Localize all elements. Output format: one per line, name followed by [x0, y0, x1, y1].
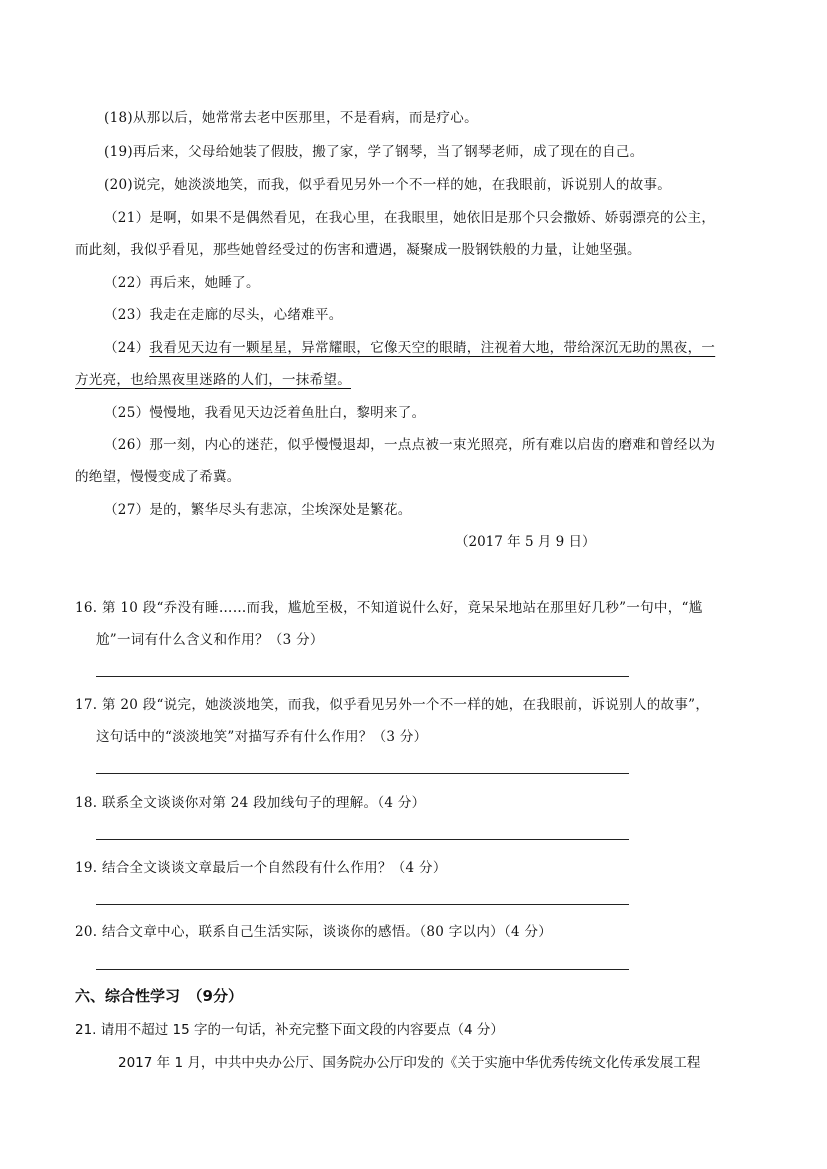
- article-date: （2017 年 5 月 9 日）: [455, 534, 596, 550]
- question-17-line1: 17. 第 20 段“说完，她淡淡地笑，而我，似乎看见另外一个不一样的她，在我眼前，诉说别人的故事”，: [75, 697, 710, 713]
- paragraph-24-line1: [104, 336, 715, 356]
- paragraph-21-line1: （21）是啊，如果不是偶然看见，在我心里，在我眼里，她依旧是那个只会撒娇、娇弱漂亮的公主，: [104, 210, 716, 226]
- paragraph-23: （23）我走在走廊的尽头，心绪难平。: [104, 307, 343, 323]
- paragraph-24-line2: [75, 368, 351, 388]
- paragraph-22: （22）再后来，她睡了。: [104, 275, 260, 291]
- section-6-title: 六、综合性学习 （9分）: [75, 987, 243, 1005]
- question-21-passage: 2017 年 1 月，中共中央办公厅、国务院办公厅印发的《关于实施中华优秀传统文化传承发展工程: [118, 1055, 701, 1071]
- paragraph-21-line2: 而此刻，我似乎看见，那些她曾经受过的伤害和遭遇，凝聚成一股钢铁般的力量，让她坚强。: [75, 242, 641, 258]
- answer-line-16[interactable]: [96, 676, 629, 677]
- question-16-line2: 尬”一词有什么含义和作用？（3 分）: [96, 632, 324, 648]
- question-20: 20. 结合文章中心，联系自己生活实际，谈谈你的感悟。（80 字以内）（4 分）: [75, 924, 553, 940]
- question-16-line1: 16. 第 10 段“乔没有睡……而我，尴尬至极，不知道说什么好，竟呆呆地站在那里好几秒”一句中，“尴: [75, 600, 703, 616]
- answer-line-18[interactable]: [96, 839, 629, 840]
- question-18: 18. 联系全文谈谈你对第 24 段加线句子的理解。（4 分）: [75, 795, 426, 811]
- paragraph-19: (19)再后来，父母给她装了假肢，搬了家，学了钢琴，当了钢琴老师，成了现在的自己。: [104, 144, 644, 160]
- paragraph-18: (18)从那以后，她常常去老中医那里，不是看病，而是疗心。: [104, 110, 478, 126]
- question-19: 19. 结合全文谈谈文章最后一个自然段有什么作用？（4 分）: [75, 860, 447, 876]
- question-21: 21. 请用不超过 15 字的一句话，补充完整下面文段的内容要点（4 分）: [75, 1022, 504, 1038]
- answer-line-17[interactable]: [96, 773, 629, 774]
- paragraph-24-number: （24）: [104, 340, 150, 356]
- underlined-sentence: 我看见天边有一颗星星，异常耀眼，它像天空的眼睛，注视着大地，带给深沉无助的黑夜，一: [149, 340, 716, 356]
- underlined-sentence-continued: 方光亮，也给黑夜里迷路的人们，一抹希望。: [75, 372, 351, 388]
- answer-line-19[interactable]: [96, 904, 629, 905]
- answer-line-20[interactable]: [96, 969, 629, 970]
- paragraph-25: （25）慢慢地，我看见天边泛着鱼肚白，黎明来了。: [104, 405, 426, 421]
- question-17-line2: 这句话中的“淡淡地笑”对描写乔有什么作用？（3 分）: [96, 729, 428, 745]
- paragraph-26-line1: （26）那一刻，内心的迷茫，似乎慢慢退却，一点点被一束光照亮，所有难以启齿的磨难和曾经以为: [104, 437, 716, 453]
- paragraph-26-line2: 的绝望，慢慢变成了希冀。: [75, 469, 241, 485]
- paragraph-20: (20)说完，她淡淡地笑，而我，似乎看见另外一个不一样的她，在我眼前，诉说别人的故事。: [104, 177, 672, 193]
- paragraph-27: （27）是的，繁华尽头有悲凉，尘埃深处是繁花。: [104, 502, 412, 518]
